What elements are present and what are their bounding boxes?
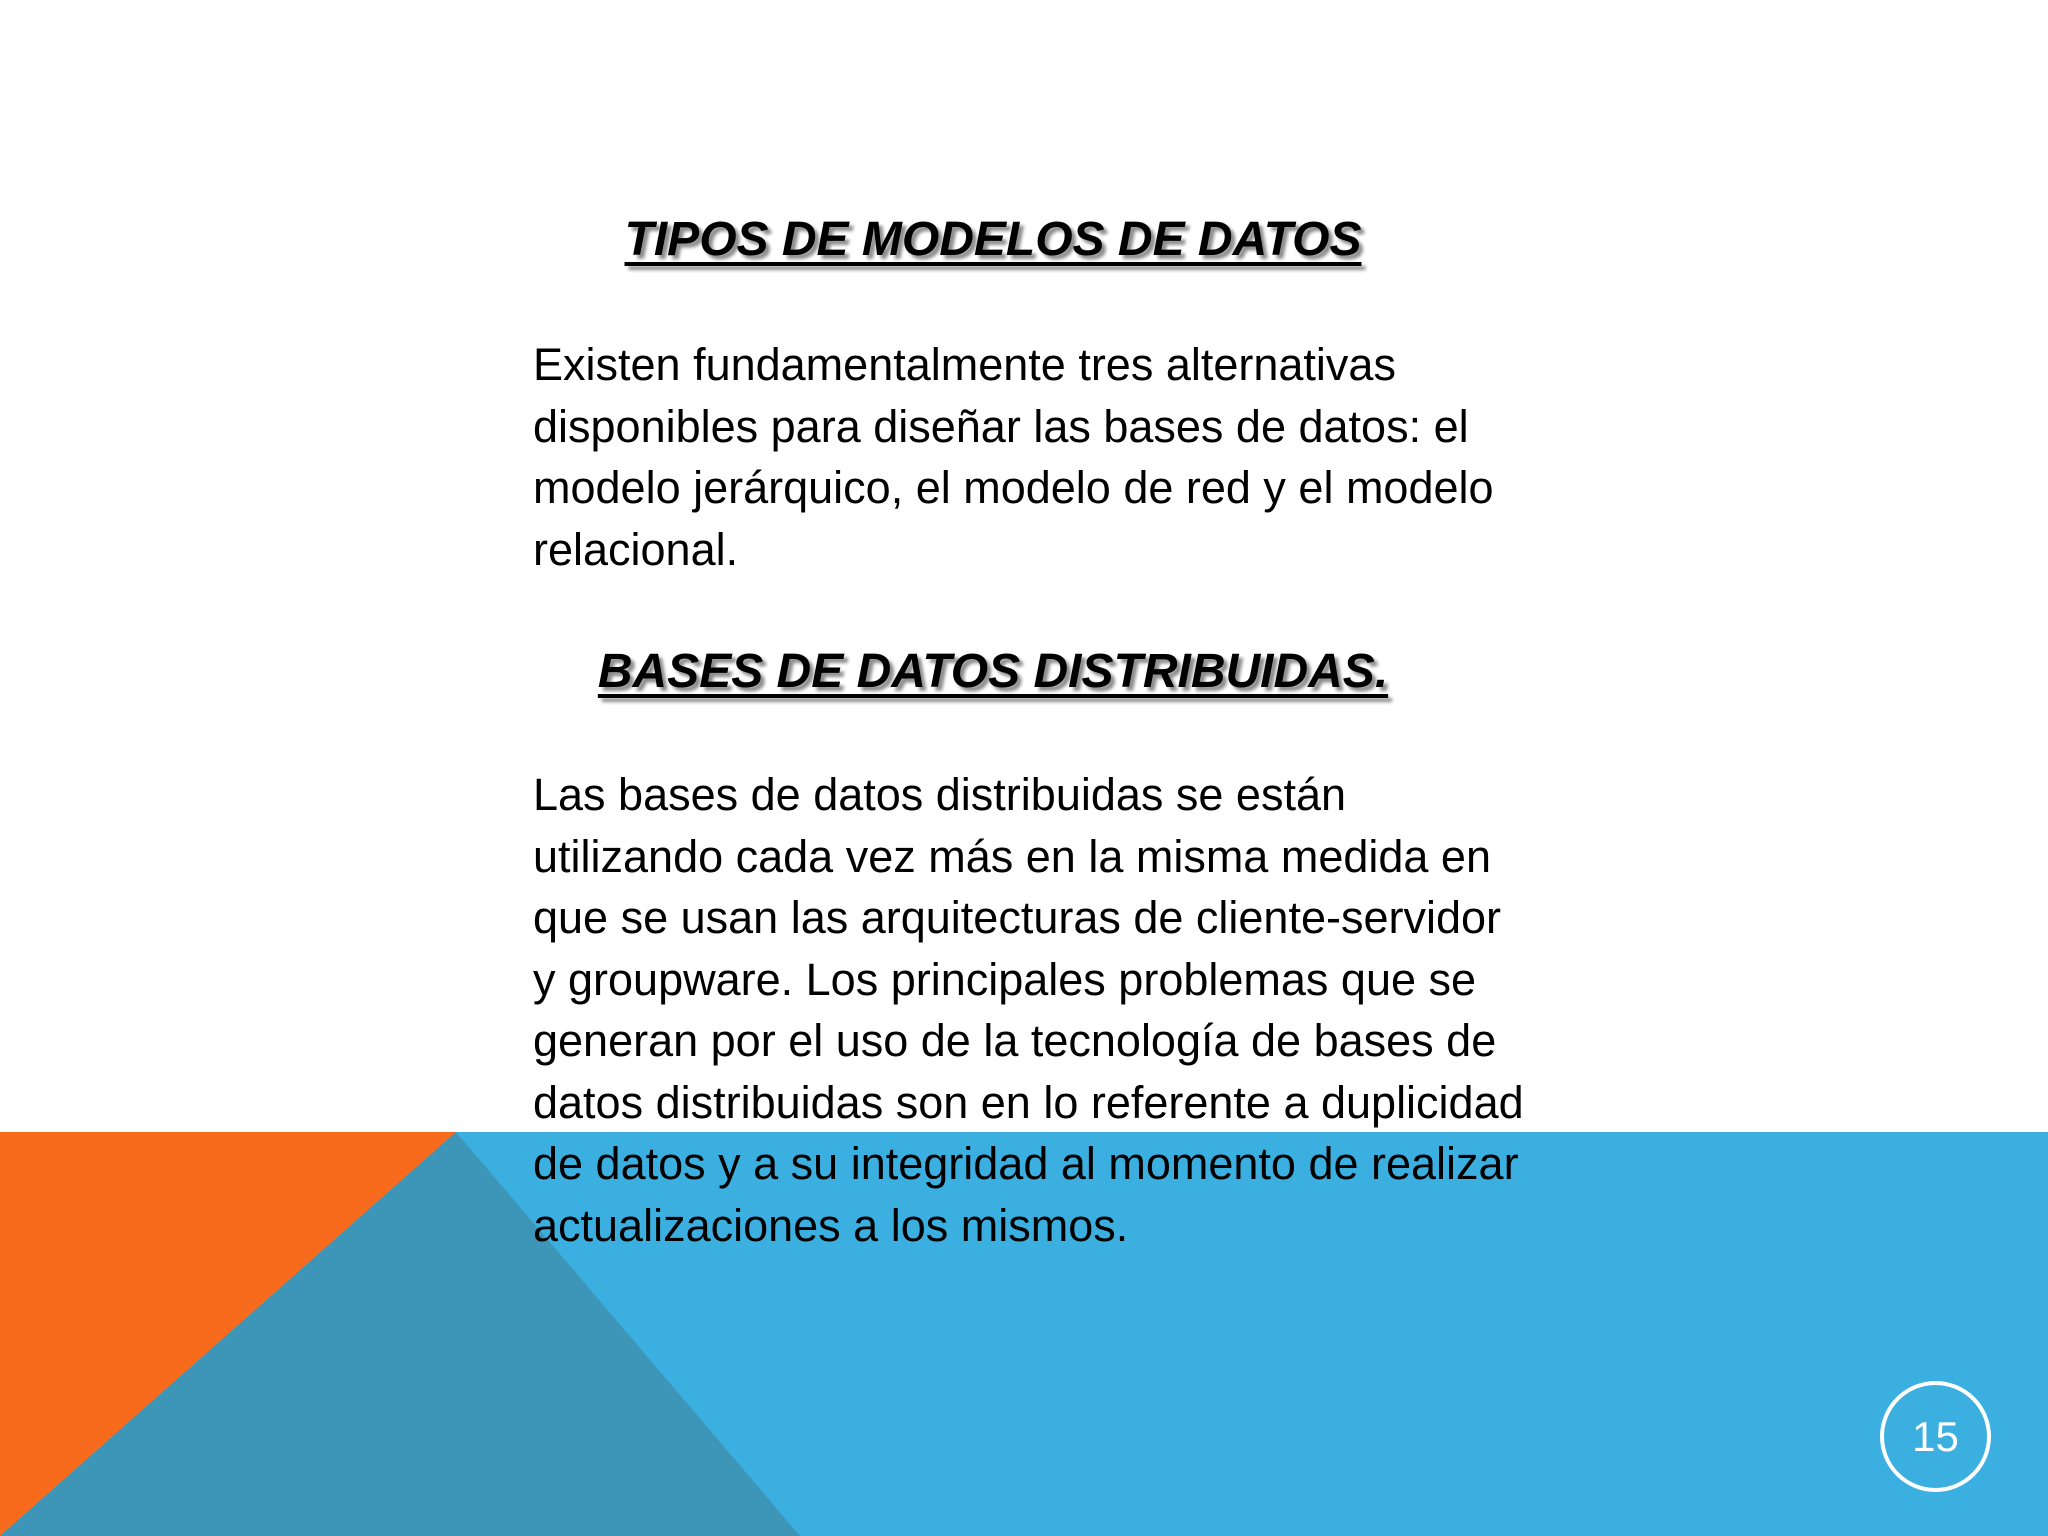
paragraph-data-models: Existen fundamentalmente tres alternativas disponibles para diseñar las bases de datos: el modelo jerárquico, el modelo de red y el modelo relacional. (533, 339, 1494, 575)
page-number-badge (1880, 1381, 1991, 1492)
page-number: 15 (1912, 1412, 1959, 1460)
paragraph-distributed-databases: Las bases de datos distribuidas se están utilizando cada vez más en la misma medida en que se usan las arquitecturas de cliente-servidor y groupware. Los principales problemas que se generan por el uso de la tecnología de bases de datos distribuidas son en lo referente a duplicidad de datos y a su integridad al momento de realizar actualizaciones a los mismos. (533, 769, 1524, 1251)
slide-content (533, 210, 1533, 1256)
section-heading-data-models: TIPOS DE MODELOS DE DATOS (624, 213, 1362, 266)
section-heading-distributed-databases: BASES DE DATOS DISTRIBUIDAS. (597, 645, 1389, 698)
